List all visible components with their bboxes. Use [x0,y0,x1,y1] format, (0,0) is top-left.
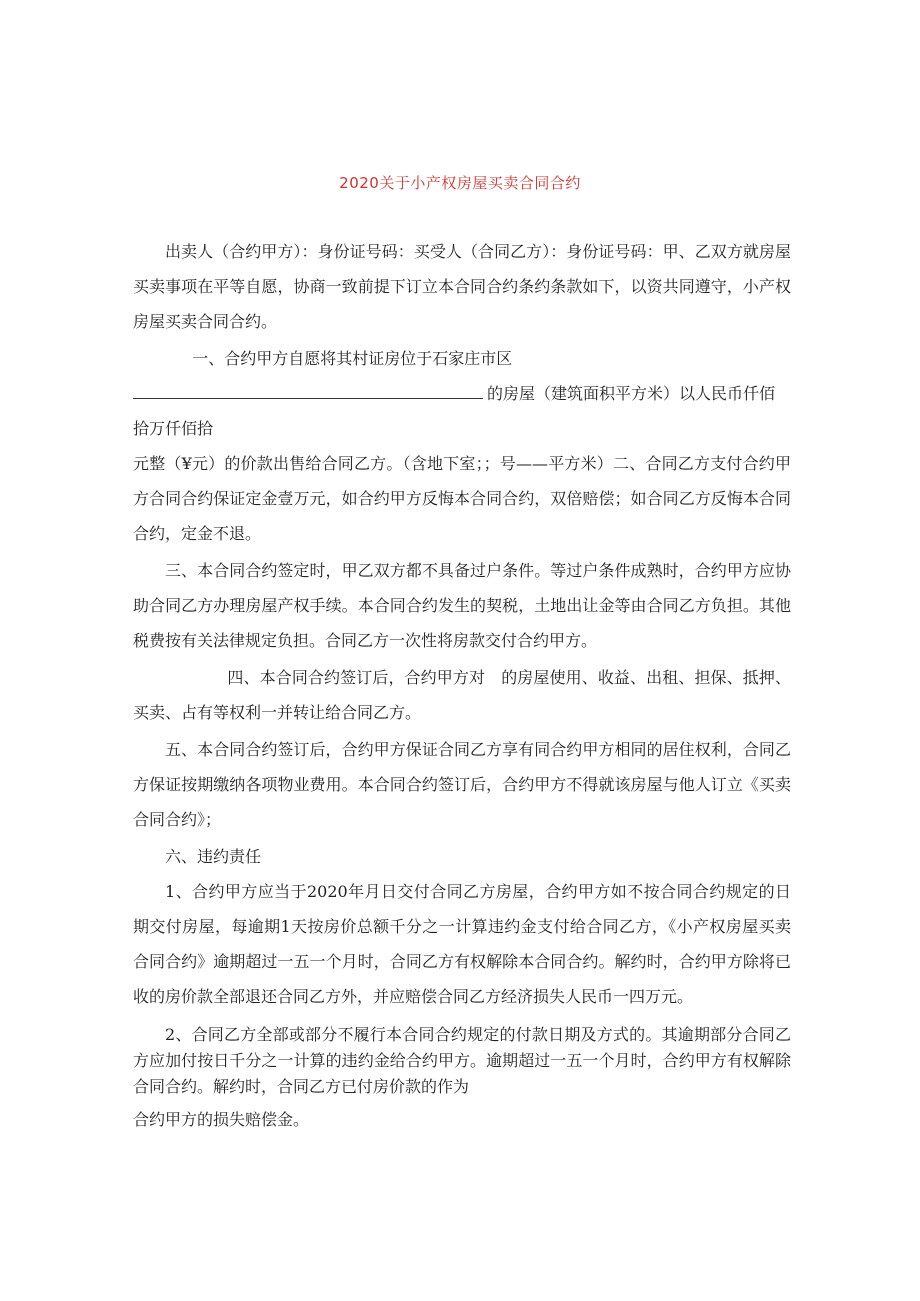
address-blank-line [133,378,483,399]
section-6-clause-2: 2、合同乙方全部或部分不履行本合同合约规定的付款日期及方式的。其逾期部分合同乙方应加付按日千分之一计算的违约金给合约甲方。逾期超过一五一个月时，合约甲方有权解除合同合约。解约时，合同乙方已付房价款的作为 [133,1025,791,1096]
section-1-line-2 [133,376,791,411]
section-6-clause-2-tail: 合约甲方的损失赔偿金。 [133,1110,310,1129]
section-5-paragraph: 五、本合同合约签订后，合约甲方保证合同乙方享有同合约甲方相同的居住权利，合同乙方保证按期缴纳各项物业费用。本合同合约签订后，合约甲方不得就该房屋与他人订立《买卖合同合约》； [133,740,791,829]
section-1-line-2-text: 的房屋（建筑面积平方米）以人民币仟佰 [487,384,776,403]
section-6-clause-1: 1、合约甲方应当于2020年月日交付合同乙方房屋，合约甲方如不按合同合约规定的日期交付房屋，每逾期1天按房价总额千分之一计算违约金支付给合同乙方，《小产权房屋买卖合同合约》逾期超过一五一个月时，合同乙方有权解除本合同合约。解约时，合约甲方除将已收的房价款全部退还合同乙方外，并应赔偿合同乙方经济损失人民币一四万元。 [133,882,791,1006]
section-1-2-paragraph: 元整（¥元）的价款出售给合同乙方。（含地下室；；号——平方米）二、合同乙方支付合约甲方合同合约保证定金壹万元，如合约甲方反悔本合同合约，双倍赔偿；如合同乙方反悔本合同合约，定金不退。 [133,454,791,543]
section-4-paragraph: 四、本合同合约签订后，合约甲方对 的房屋使用、收益、出租、担保、抵押、买卖、占有等权利一并转让给合同乙方。 [133,668,791,722]
document-body [133,234,791,1137]
intro-paragraph: 出卖人（合约甲方）：身份证号码：买受人（合同乙方）：身份证号码：甲、乙双方就房屋买卖事项在平等自愿，协商一致前提下订立本合同合约条约条款如下，以资共同遵守，小产权房屋买卖合同合约。 [133,242,791,331]
section-6-heading: 六、违约责任 [165,847,262,866]
section-1-line-3: 拾万仟佰拾 [133,419,214,438]
section-1-line-1: 一、合约甲方自愿将其村证房位于石家庄市区 [192,349,513,368]
section-3-paragraph: 三、本合同合约签定时，甲乙双方都不具备过户条件。等过户条件成熟时，合约甲方应协助合同乙方办理房屋产权手续。本合同合约发生的契税，土地出让金等由合同乙方负担。其他税费按有关法律规定负担。合同乙方一次性将房款交付合约甲方。 [133,561,791,650]
document-title: 2020关于小产权房屋买卖合同合约 [339,174,581,192]
